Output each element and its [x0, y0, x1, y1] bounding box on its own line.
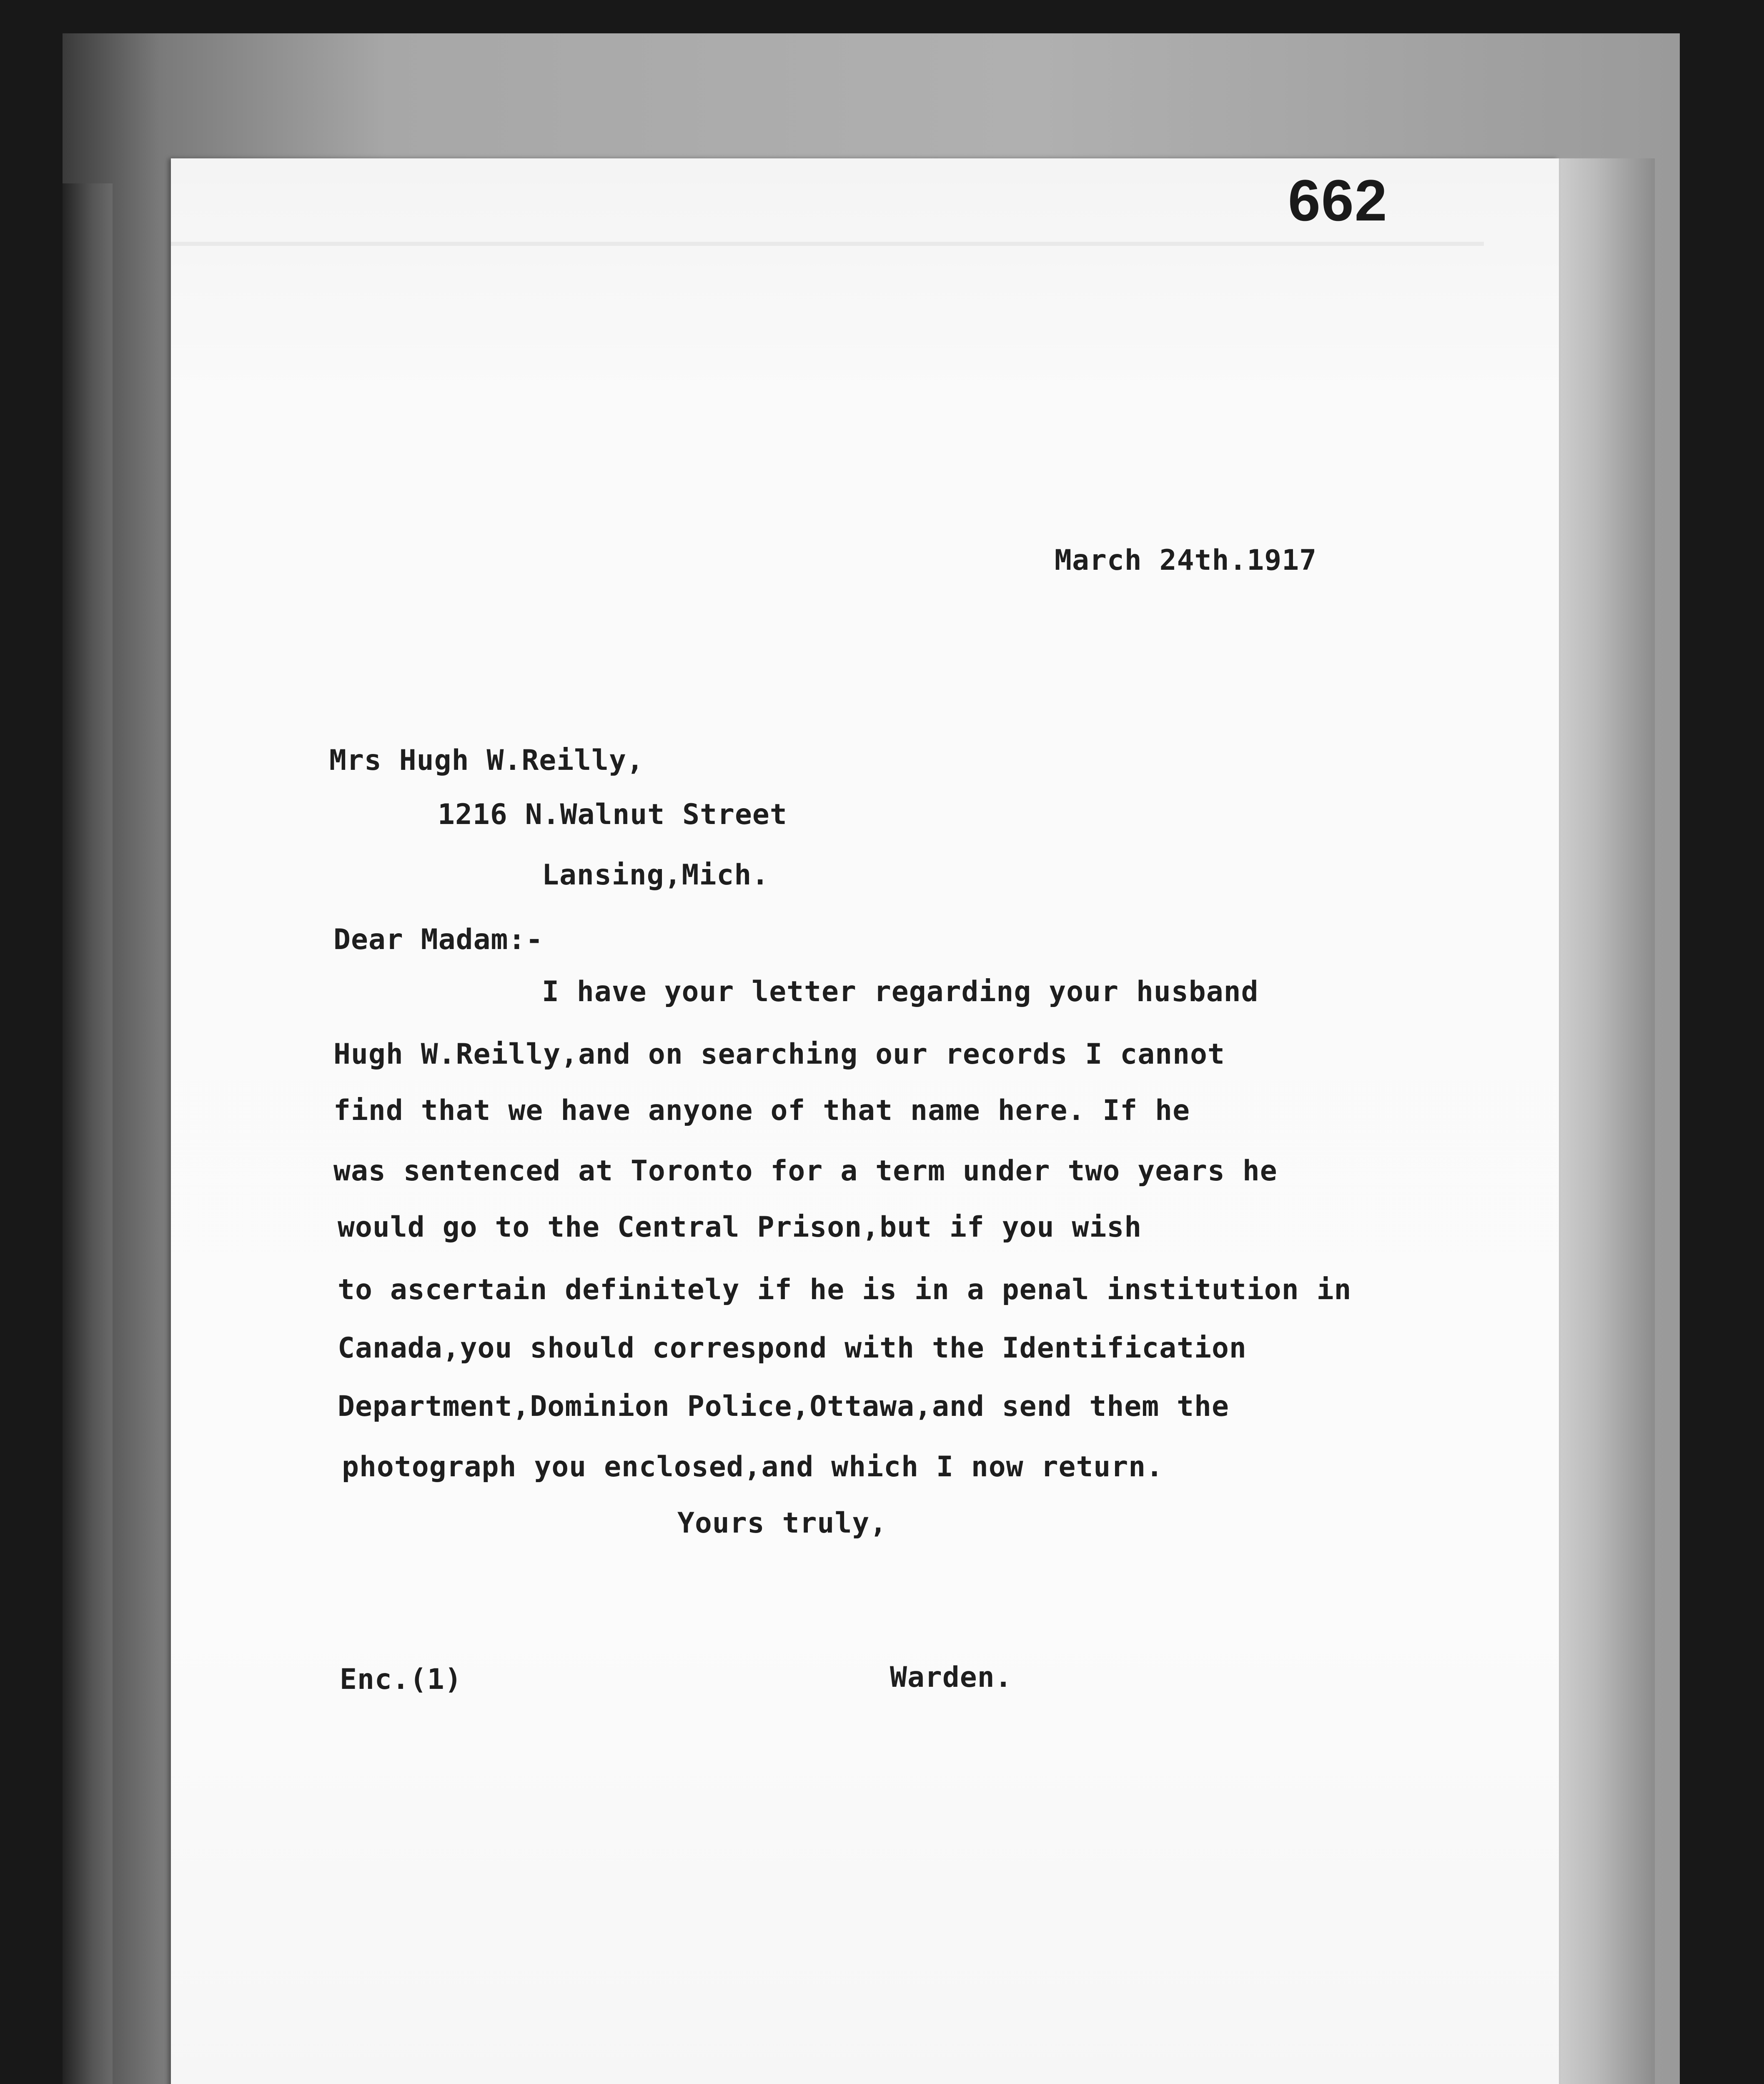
- body-line: was sentenced at Toronto for a term under two years he: [333, 1155, 1278, 1187]
- body-line: Department,Dominion Police,Ottawa,and send them the: [338, 1390, 1229, 1423]
- letter-date: March 24th.1917: [1055, 544, 1317, 577]
- body-line: to ascertain definitely if he is in a penal institution in: [338, 1273, 1352, 1306]
- body-line: photograph you enclosed,and which I now return.: [342, 1450, 1164, 1483]
- signature-title: Warden.: [890, 1661, 1012, 1694]
- salutation: Dear Madam:-: [333, 923, 544, 956]
- recipient-name: Mrs Hugh W.Reilly,: [329, 744, 644, 777]
- body-line: find that we have anyone of that name here. If he: [333, 1094, 1190, 1127]
- mount-right-edge: [1555, 158, 1655, 2084]
- recipient-street: 1216 N.Walnut Street: [438, 798, 787, 831]
- body-line: I have your letter regarding your husband: [542, 975, 1259, 1008]
- body-line: Canada,you should correspond with the Identification: [338, 1332, 1247, 1365]
- body-line: would go to the Central Prison,but if you wish: [338, 1211, 1142, 1244]
- body-line: Hugh W.Reilly,and on searching our records I cannot: [333, 1038, 1225, 1071]
- enclosure-note: Enc.(1): [340, 1663, 462, 1696]
- binding-edge: [63, 183, 113, 2084]
- page-number: 662: [1288, 168, 1388, 233]
- recipient-city: Lansing,Mich.: [542, 859, 769, 892]
- sheet-fold-line: [171, 242, 1484, 246]
- closing: Yours truly,: [677, 1507, 887, 1540]
